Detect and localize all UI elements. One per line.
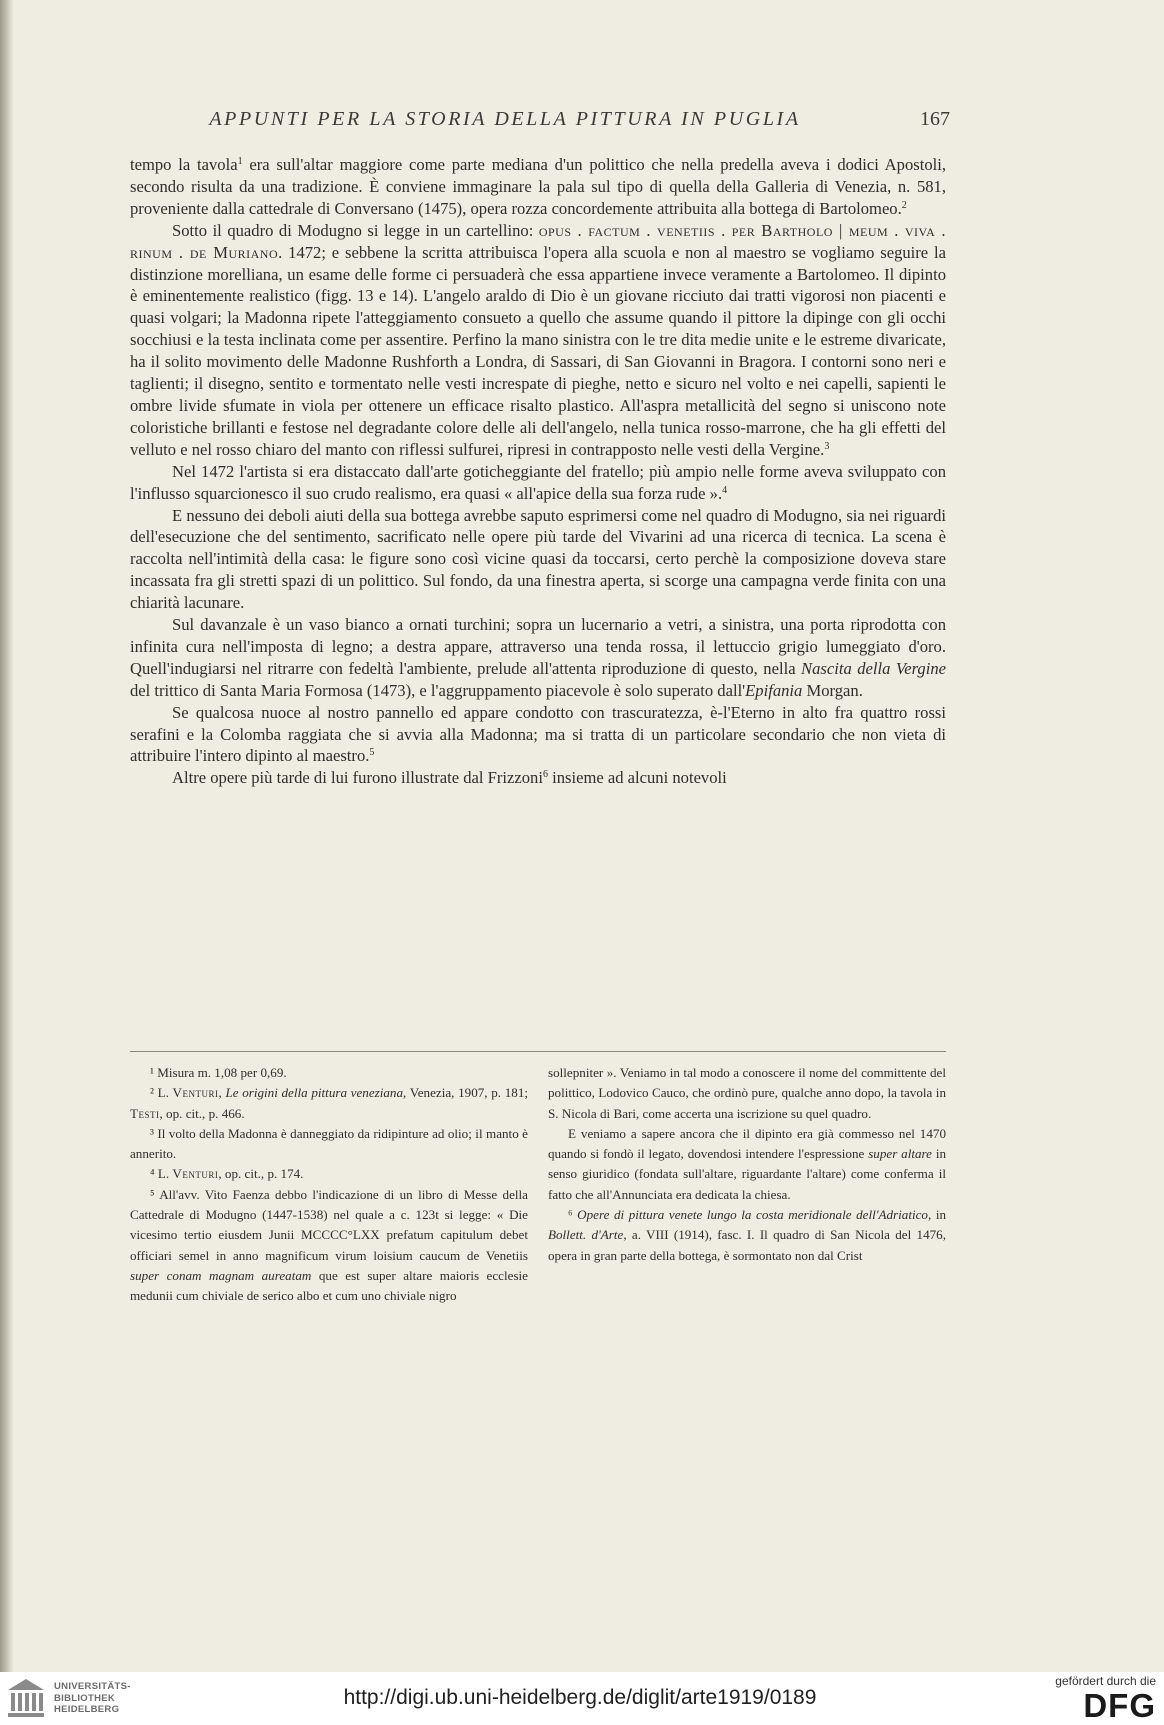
footnote-1: ¹ Misura m. 1,08 per 0,69. bbox=[150, 1065, 287, 1080]
permalink-url[interactable]: http://digi.ub.uni-heidelberg.de/diglit/arte1919/0189 bbox=[343, 1686, 817, 1709]
artwork-title: Nascita della Vergine bbox=[801, 658, 946, 678]
paragraph-7: Altre opere più tarde di lui furono illustrate dal Frizzoni$^6$ insieme ad alcuni notevoli bbox=[172, 768, 727, 788]
running-title: APPUNTI PER LA STORIA DELLA PITTURA IN PUGLIA bbox=[209, 108, 801, 130]
footnote-ref[interactable]: 2 bbox=[901, 199, 907, 211]
footnote-4: ⁴ L. Venturi, op. cit., p. 174. bbox=[150, 1166, 304, 1182]
page-header bbox=[130, 108, 950, 138]
inscription: opus . factum . venetiis . per Bartholo | meum . viva . rinum . de Muriano bbox=[130, 220, 946, 262]
footnote-5-continued-2: E veniamo a sapere ancora che il dipinto era già commesso nel 1470 quando si fondò il legato, dovendosi intendere l'espressione super altare in senso giuridico (fondata sull'altare, riguardante l'altare) come conferma il fatto che all'Annunciata era dedicata la chiesa. bbox=[548, 1125, 947, 1202]
sponsor-caption: gefördert durch die bbox=[1055, 1674, 1156, 1688]
footnote-divider bbox=[130, 1051, 946, 1052]
paragraph-1: tempo la tavola$^1$ era sull'altar maggiore come parte mediana d'un polittico che nella predella aveva i dodici Apostoli, secondo risulta da una tradizione. È conviene immaginare la pala sul tipo di quella della Galleria di Venezia, n. 581, proveniente dalla cattedrale di Conversano (1475), opera rozza concordemente attribuita alla bottega di Bartolomeo.$^2$ bbox=[130, 155, 946, 218]
artwork-title: Epifania bbox=[745, 680, 803, 700]
heidelberg-building-icon bbox=[6, 1677, 46, 1721]
university-library-logo[interactable] bbox=[6, 1677, 166, 1721]
body-text bbox=[130, 154, 946, 789]
library-name: UNIVERSITÄTS- BIBLIOTHEK HEIDELBERG bbox=[54, 1681, 131, 1715]
footnote-ref[interactable]: 6 bbox=[542, 769, 548, 781]
footnote-ref[interactable]: 5 bbox=[369, 747, 375, 759]
dfg-logo: DFG bbox=[1083, 1687, 1156, 1724]
footnote-5-continued: sollepniter ». Veniamo in tal modo a conoscere il nome del committente del polittico, Lodovico Cauco, che ordinò pure, qualche anno dopo, la tavola in S. Nicola di Bari, come accerta una iscrizione su quel quadro. bbox=[548, 1065, 946, 1121]
footnote-ref[interactable]: 1 bbox=[237, 156, 243, 167]
footnote-2: ² L. Venturi, Le origini della pittura veneziana, Venezia, 1907, p. 181; Testi, op. cit., p. 466. bbox=[130, 1085, 528, 1121]
dfg-sponsor[interactable] bbox=[1016, 1672, 1156, 1725]
paragraph-6: Se qualcosa nuoce al nostro pannello ed appare condotto con trascuratezza, è-l'Eterno in alto fra quattro rossi serafini e la Colomba raggiata che si avvia alla Madonna; ma si tratta di un particolare secondario che non vieta di attribuire l'intero dipinto al maestro.$^5$ bbox=[130, 702, 946, 766]
footnote-3: ³ Il volto della Madonna è danneggiato da ridipinture ad olio; il manto è annerito. bbox=[130, 1125, 528, 1162]
footnote-ref[interactable]: 4 bbox=[722, 484, 728, 496]
paragraph-2: Sotto il quadro di Modugno si legge in un cartellino: opus . factum . venetiis . per Bartholo | meum . viva . rinum . de Muriano. 1472; e sebbene la scritta attribuisca l'opera alla scuola e non al maestro se vogliamo seguire la distinzione morelliana, un esame delle forme ci persuaderà che essa appartiene invece veramente a Bartolomeo. Il dipinto è eminentemente realistico (figg. 13 e 14). L'angelo araldo di Dio è un giovane ricciuto dai tratti vigorosi non piacenti e quasi volgari; la Madonna ripete l'atteggiamento consueto a quello che assume quando il pittore la dipinge con gli occhi socchiusi e la testa inclinata come per assentire. Perfino la mano sinistra con le tre dita medie unite e le estreme divaricate, ha il solito movimento delle Madonne Rushforth a Londra, di Sassari, di San Giovanni in Bragora. I contorni sono neri e taglienti; il disegno, sentito e tormentato nelle vesti increspate di pieghe, netto e sicuro nel volto e nei capelli, sapienti le ombre livide sfumate in viola per ottenere un efficace risalto plastico. All'aspra metallicità del segno si uniscono note coloristiche brillanti e festose nel degradante colore delle ali dell'angelo, nella tunica rosso-marrone, che ha gli effetti del velluto e nel rosso chiaro del manto con riflessi sulfurei, ripresi in contrapposto nelle vesti della Vergine.$^3$ bbox=[130, 220, 947, 459]
digitization-footer bbox=[0, 1672, 1164, 1725]
footnote-5: ⁵ All'avv. Vito Faenza debbo l'indicazione di un libro di Messe della Cattedrale di Modugno (1447-1538) nel quale a c. 123t si legge: « Die vicesimo tertio eiusdem Junii MCCCC°LXX prefatum capitulum debet officiari semel in anno magnificum virum loisium caucum de Venetiis super conam magnam aureatam que est super altare maioris ecclesie medunii cum chiviale de serico albo et cum uno chiviale nigro bbox=[130, 1186, 528, 1304]
paragraph-3: Nel 1472 l'artista si era distaccato dall'arte goticheggiante del fratello; più ampio nelle forme aveva sviluppato con l'influsso squarcionesco il suo crudo realismo, era quasi « all'apice della sua forza rude ».$^4$ bbox=[130, 461, 946, 503]
footnotes-right-column bbox=[548, 1063, 946, 1266]
paragraph-4: E nessuno dei deboli aiuti della sua bottega avrebbe saputo esprimersi come nel quadro di Modugno, sia nei riguardi dell'esecuzione che del sentimento, sacrificato nelle opere più tarde del Vivarini ad una ricerca di tecnica. La scena è raccolta nell'intimità della casa: le figure sono così vicine quasi da toccarsi, certo perchè la composizione doveva stare incassata fra gli stretti spazi di un polittico. Sul fondo, da una finestra aperta, si scorge una campagna verde finita con una chiarità lacunare. bbox=[130, 505, 946, 613]
paragraph-5: Sul davanzale è un vaso bianco a ornati turchini; sopra un lucernario a vetri, a sinistra, una porta riprodotta con infinita cura nell'imposta di legno; a destra appare, attraverso una tenda rossa, il lettuccio grigio lumeggiato d'oro. Quell'indugiarsi nel ritrarre con fedeltà l'ambiente, prelude all'attenta riproduzione di questo, nella Nascita della Vergine del trittico di Santa Maria Formosa (1473), e l'aggruppamento piacevole è solo superato dall'Epifania Morgan. bbox=[130, 615, 946, 700]
scan-edge bbox=[0, 0, 14, 1725]
page-number: 167 bbox=[920, 108, 950, 130]
footnote-6: ⁶ Opere di pittura venete lungo la costa meridionale dell'Adriatico, in Bollett. d'Arte, a. VIII (1914), fasc. I. Il quadro di San Nicola del 1476, opera in gran parte della bottega, è sormontato non dal Crist bbox=[548, 1207, 947, 1263]
footnote-ref[interactable]: 3 bbox=[824, 440, 830, 452]
footnotes-left-column bbox=[130, 1063, 528, 1307]
